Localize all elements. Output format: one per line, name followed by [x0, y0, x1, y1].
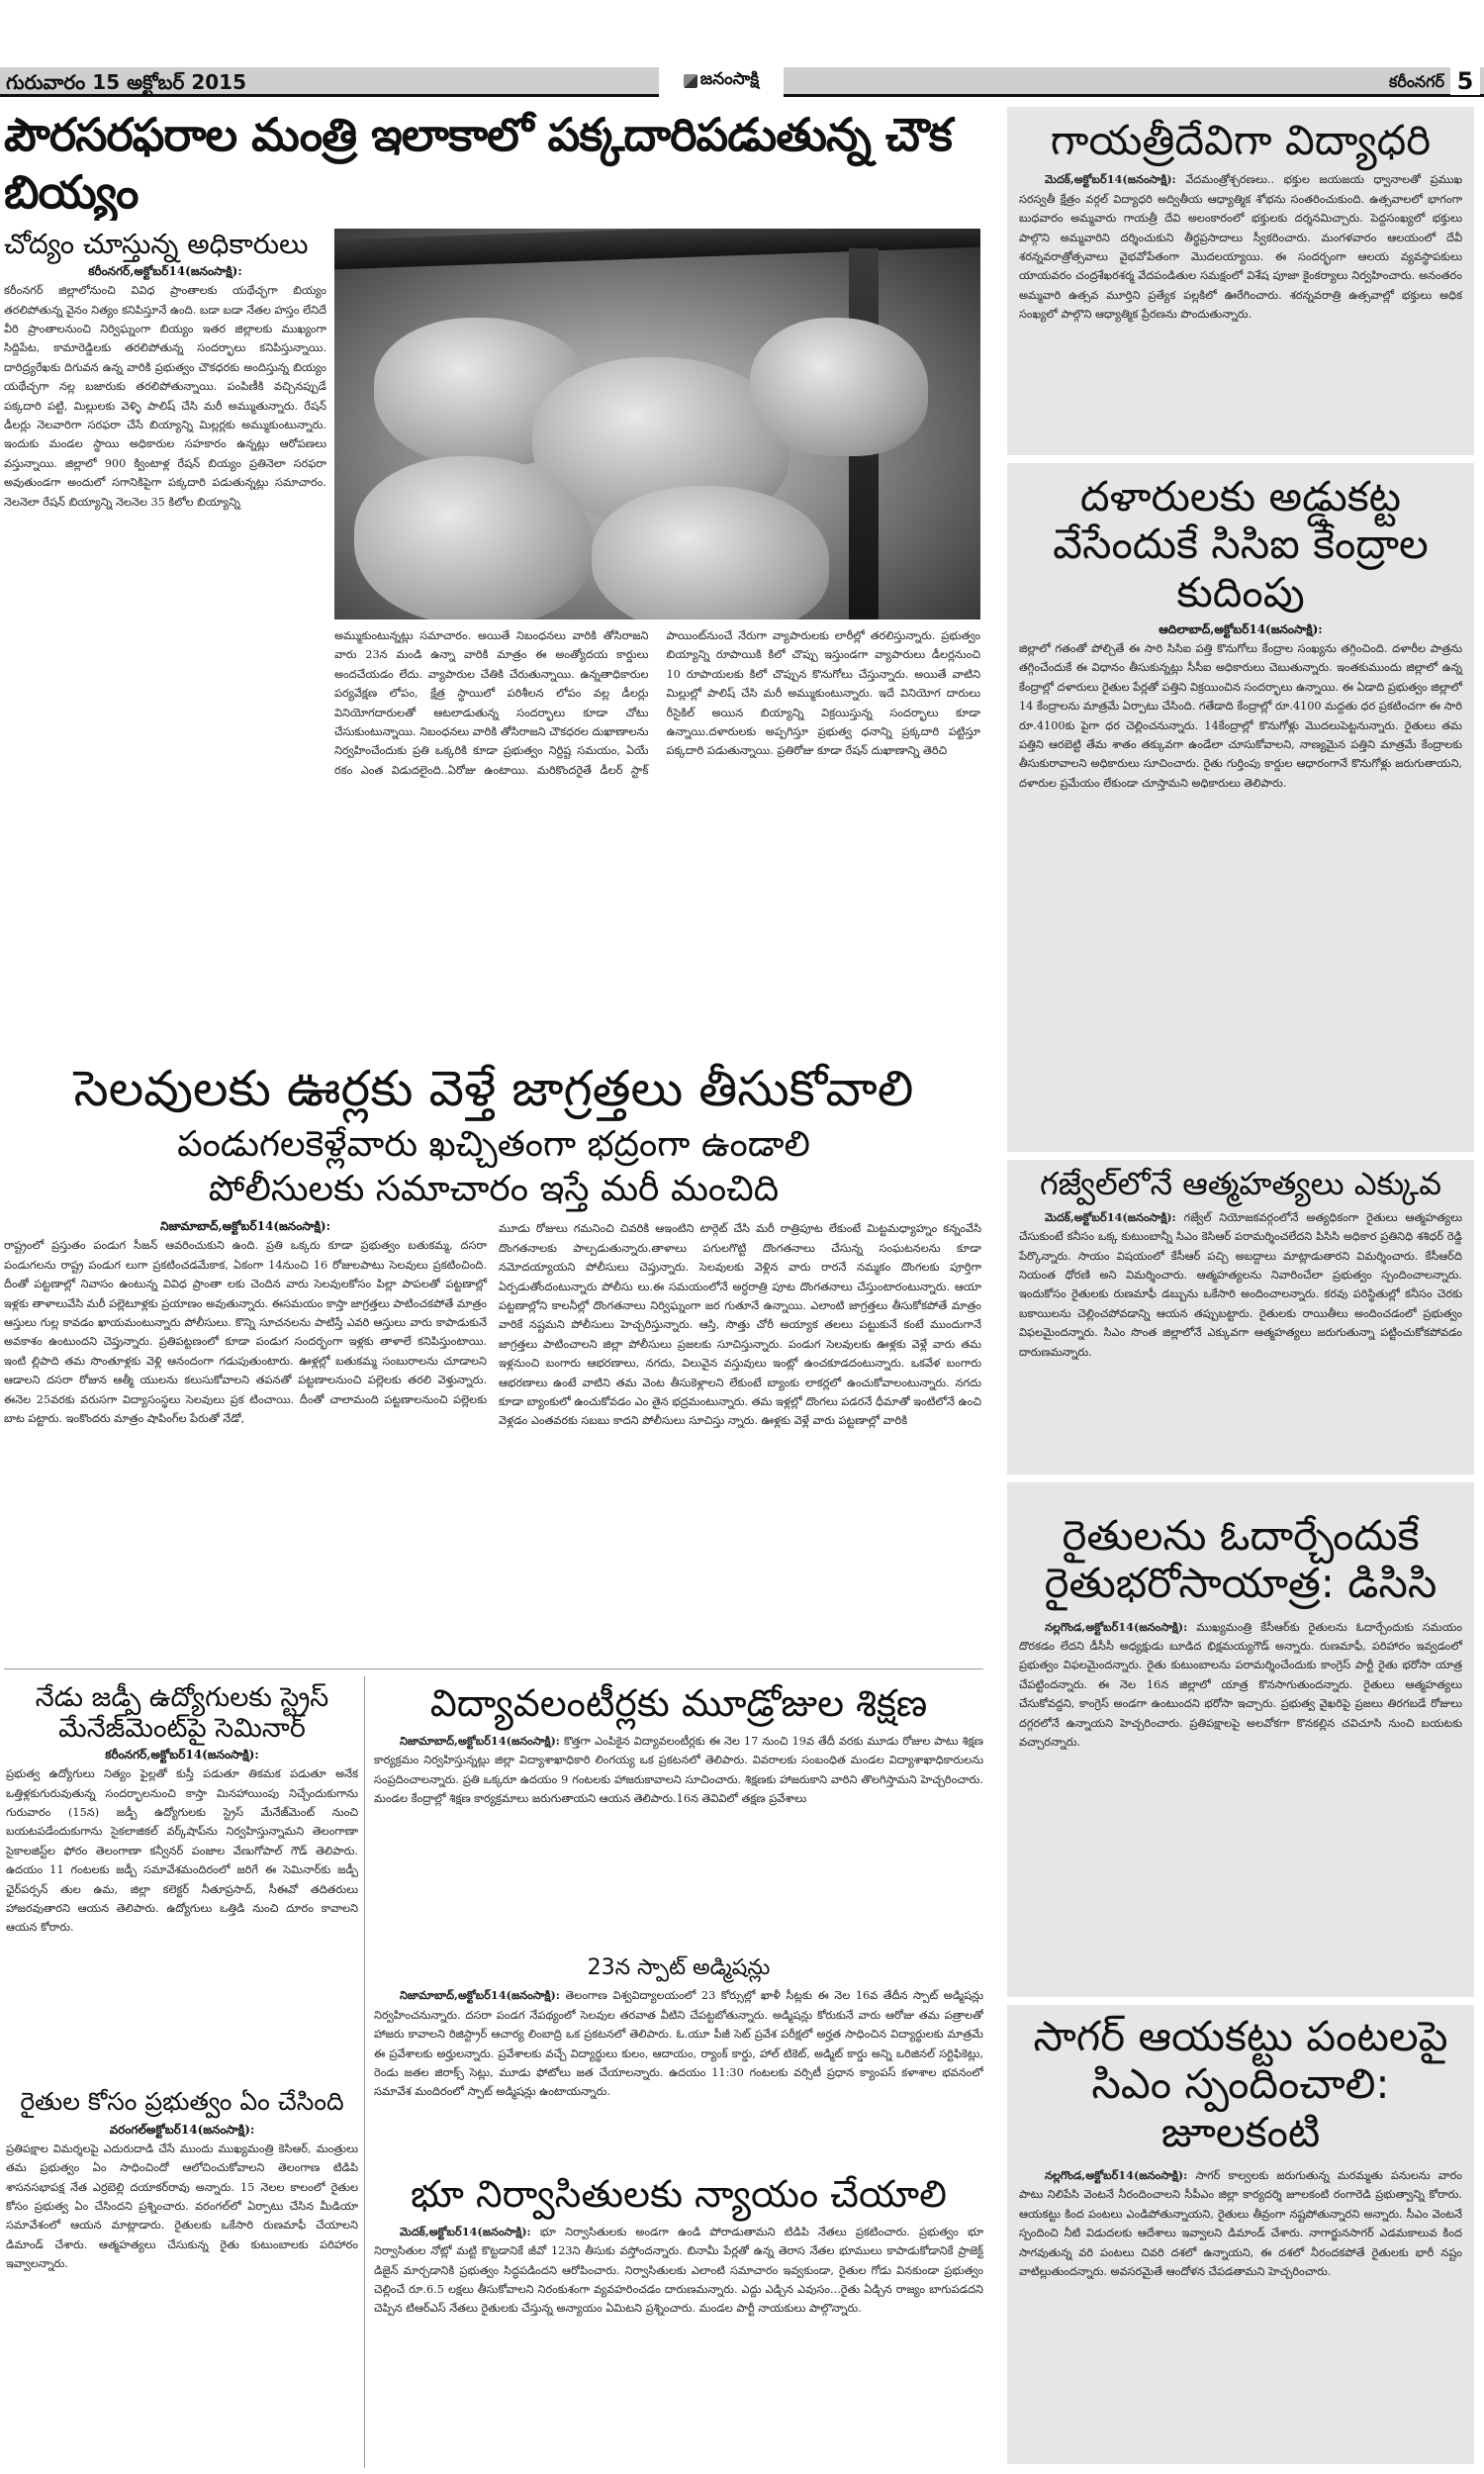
lead-headline: పౌరసరఫరాల మంత్రి ఇలాకాలో పక్కదారిపడుతున్న చౌక బియ్యం — [4, 108, 952, 219]
land-dateline: మెదక్,అక్టోబర్14(జనంసాక్షి): — [400, 2224, 531, 2238]
admission-story — [374, 1955, 983, 2167]
zp-story — [6, 1682, 358, 2078]
sagar-body — [1019, 2166, 1462, 2281]
sagar-text: సాగర్ కాల్వలకు జరుగుతున్న మరమ్మతు పనులను వారం పాటు నిలిపేసి వెంటనే నీరందించాలని సీపీఎం జిల్లా కార్యదర్శి జూలకంటి రంగారెడి ప్రభుత్వాన్ని కోరారు. ఆయకట్టు కింద పంటలు ఎండిపోతున్నాయని, రైతులు తీవ్రంగా నష్టపోతున్నారని అన్నారు. సీఎం వెంటనే స్పందించి నీటి విడుదలకు ఆదేశాలు ఇవ్వాలని డిమాండ్ చేశారు. నాగార్జునసాగర్ ఎడమకాలువ కింద సాగవుతున్న వరి పంటలు చివరి దశలో ఉన్నాయని, ఈ దశలో నీరందకపోతే రైతులకు భారీ నష్టం వాటిల్లుతుందన్నారు. అవసరమైతే ఆందోళన చేపడతామని హెచ్చరించారు. — [1019, 2168, 1462, 2278]
photo-plank — [334, 229, 980, 269]
raithu-text: ముఖ్యమంత్రి కేసీఆర్‌కు రైతులను ఓదార్చేందుకు సమయం దొరకడం లేదని డీసీసీ అధ్యక్షుడు బూడిద భిక్షమయ్యగౌడ్ అన్నారు. రుణమాఫీ, పరిహారం ఇవ్వడంలో ప్రభుత్వం విఫలమైందన్నారు. రైతు కుటుంబాలను పరామర్శించేందుకు కాంగ్రెస్ పార్టీ రైతు భరోసా యాత్ర చేపట్టిందన్నారు. ఈ నెల 16న జిల్లాలో యాత్ర కొనసాగుతుందన్నారు. రైతులు ఆత్మహత్యలు చేసుకోవద్దని, కాంగ్రెస్ అండగా ఉంటుందని భరోసా ఇచ్చారు. ప్రభుత్వ వైఖరిపై ప్రజలు తిరగబడే రోజులు దగ్గరలోనే ఉన్నాయని హెచ్చరించారు. ప్రతిపక్షాలపై అలవోకగా కొనకల్లిన చవిచూసి నుంచి బయటకు వచ్చారన్నారు. — [1019, 1620, 1463, 1750]
volunteer-headline: విద్యావలంటీర్లకు మూడ్రోజుల శిక్షణ — [429, 1682, 928, 1725]
gajwel-text: గజ్వేల్ నియోజకవర్గంలోనే అత్యధికంగా రైతులు ఆత్మహత్యలు చేసుకుంటే కనీసం ఒక్క కుటుంబాన్నీ సిఎం కెసిఆర్ పరామర్శించలేదని పిసిసి అధికార ప్రతినిధి శశిధర్ రెడ్డి పేర్కొన్నారు. సాయం విషయంలో కేసీఆర్ పచ్చి అబద్దాలు మాట్లాడుతారని విమర్శించారు. కేసీఆర్‌ది నియంత ధోరణి అని విమర్శించారు. ఆత్మహత్యలను నివారించేలా ప్రభుత్వం స్పందించాలన్నారు. ఇందుకోసం రైతులకు రుణమాఫీ డబ్బును ఒకేసారి అందించాలన్నారు. కరవు పరిస్థితుల్లో కనీసం చెరకు బకాయిలను చెల్లించపోవడాన్ని ఆయన తప్పుబట్టారు. రైతులకు రాయితీలు అందించడంలో ప్రభుత్వం విఫలమైందన్నారు. సిఎం సొంత జిల్లాలోనే ఎక్కువగా ఆత్మహత్యలు జరుగుతున్నా పట్టించుకోకపోవడం దారుణమన్నారు. — [1019, 1210, 1462, 1359]
raithu-dateline: నల్లగొండ,అక్టోబర్14(జనంసాక్షి): — [1045, 1619, 1188, 1634]
govt-body: ప్రతిపక్షాల విమర్శలపై ఎదురుదాడి చేసే ముందు ముఖ్యమంత్రి కెసిఆర్, మంత్రులు తమ ప్రభుత్వం ఏం సాధించిందో ఆలోచించుకోవాలని తెలంగాణ టిడిపి శాసనసభాపక్ష నేత ఎర్రబెల్లి దయాకర్‌రావు అన్నారు. 15 నెలల కాలంలో రైతుల కోసం ప్రభుత్వ ఏం చేసిందని ప్రశ్నించారు. వరంగల్‌లో ఏర్పాటు చేసిన మీడియా సమావేశంలో ఆయన మాట్లాడారు. రైతులకు ఒకేసారి రుణమాఫీ చేయాలని డిమాండ్ చేశారు. ఆత్మహత్యలు చేసుకున్న రైతు కుటుంబాలకు పరిహారం ఇవ్వాలన్నారు. — [6, 2141, 358, 2271]
gajwel-headline: గజ్వేల్‌లోనే ఆత్మహత్యలు ఎక్కువ — [1040, 1165, 1441, 1202]
photo-sack — [750, 318, 928, 456]
land-body — [374, 2223, 983, 2319]
cci-dateline: ఆదిలాబాద్,అక్టోబర్14(జనంసాక్షి): — [1159, 621, 1323, 636]
sagar-box — [1007, 2005, 1474, 2464]
holiday-story-columns — [4, 1219, 983, 1430]
masthead — [0, 67, 1484, 97]
holiday-subheadline-2: పోలీసులకు సమాచారం ఇస్తే మరీ మంచిది — [208, 1168, 780, 1209]
volunteer-story — [374, 1682, 983, 1950]
raithu-box — [1007, 1482, 1474, 1997]
raithu-body — [1019, 1618, 1462, 1753]
page-number: 5 — [1450, 67, 1480, 95]
sagar-headline: సాగర్ ఆయకట్టు పంటలపై సిఎం స్పందించాలి: జూలకంటి — [1033, 2012, 1448, 2156]
rice-sacks-photo — [334, 229, 980, 619]
gayatri-dateline: మెదక్,అక్టోబర్14(జనంసాక్షి): — [1045, 172, 1176, 187]
raithu-headline: రైతులను ఓదార్చేందుకే రైతుభరోసాయాత్ర: డిసిసి — [1044, 1511, 1438, 1608]
lead-story-columns — [4, 229, 983, 780]
holiday-headline: సెలవులకు ఊర్లకు వెళ్తే జాగ్రత్తలు తీసుకోవాలి — [73, 1061, 914, 1117]
holiday-story-left — [4, 1219, 487, 1430]
gajwel-body — [1019, 1208, 1462, 1362]
lead-dateline: కరీంనగర్,అక్టోబర్14(జనంసాక్షి): — [88, 264, 242, 279]
admission-text: తెలంగాణ విశ్వవిద్యాలయంలో 23 కోర్సుల్లో ఖాళీ సీట్లకు ఈ నెల 16వ తేదీన స్పాట్ అడ్మిషన్లు నిర్వహించనున్నారు. దసరా పండగ నేపథ్యంలో సెలవుల తరవాత వీటిని చేపట్టబోతున్నారు. అడ్మిషన్లు కోరుకునే వారు ఆరోజు తమ పత్రాలతో హాజరు కావాలని రిజిస్ట్రార్ ఆచార్య లింబాద్రి ఒక ప్రకటనలో తెలిపారు. ఓ.యూ పీజీ సెట్ ప్రవేశ పరీక్షలో అర్హత సాధించిన విద్యార్థులకు మాత్రమే ఈ ప్రవేశాలకు అర్హులన్నారు. ప్రవేశాలకు వచ్చే విద్యార్థులు కులం, ఆదాయం, ర్యాంక్ కార్డు, హాల్ టికెట్, అడ్మిట్ కార్డు అన్ని ఒరిజినల్ సర్టిఫికెట్లు, రెండు జతల జిరాక్స్ సెట్లు, మూడు ఫోటోలు జత చేయాలన్నారు. ఉదయం 11:30 గంటలకు వర్సిటీ ప్రధాన క్యాంపస్ కళాశాల భవనంలో సమావేశ మందిరంలో స్పాట్ అడ్మిషన్లు ఉంటాయన్నారు. — [374, 1989, 983, 2099]
gayatri-box — [1007, 107, 1474, 455]
edition-name: కరీంనగర్ — [1388, 72, 1444, 91]
zp-headline: నేడు జడ్పీ ఉద్యోగులకు స్ట్రెస్ మేనేజ్‌మెంట్‌పై సెమినార్ — [35, 1682, 329, 1745]
gayatri-text: వేదమంత్రోశ్చరణలు.. భక్తుల జయజయ ధ్వానాలతో ప్రముఖ సరస్వతీ క్షేత్రం వర్గల్ విద్యాధరి అద్వితీయ ఆధ్యాత్మిక శోభను సంతరించుకుంది. ఉత్సవాలలో భాగంగా బుధవారం అమ్మవారు గాయత్రీ దేవి అలంకారంలో భక్తులకు దర్శనమిచ్చారు. పెద్దసంఖ్యలో భక్తులు పాల్గొని అమ్మవారిని దర్శించుకుని తీర్థప్రసాదాలు స్వీకరించారు. మంగళవారం ఆలయంలో దేవీ శరన్నవరాత్రోత్సవాలు వైభవోపేతంగా మొదలయ్యాయి. ఈ సందర్భంగా ఆలయ వ్యవస్థాపకులు యాయవరం చంద్రశేఖరశర్మ వేదపండితుల సమక్షంలో విశేష పూజా కైంకర్యాలు నిర్వహించారు. అనంతరం అమ్మవారి ఉత్సవ మూర్తిని ప్రత్యేక పల్లకిలో ఊరేగించారు. శరన్నవరాత్రి ఉత్సవాల్లో భక్తులు అధిక సంఖ్యలో పాల్గొని ఆధ్యాత్మిక ప్రేరణను పొందుతున్నారు. — [1019, 173, 1462, 322]
cci-body: జిల్లాలో గతంతో పోల్చితే ఈ సారి సిసిఐ పత్తి కొనుగోలు కేంద్రాల సంఖ్యను తగ్గించింది. దళారీల పాత్రను తగ్గించేందుకే ఈ విధానం తీసుకున్నట్లు సీసీఐ అధికారులు చెబుతున్నారు. ఇంతకుముందు జిల్లాలో ఉన్న కేంద్రాల్లో దళారులు రైతుల పేర్లతో పత్తిని విక్రయించిన సందర్భాలు ఉన్నాయి. ఈ ఏడాది ప్రభుత్వం జిల్లాలో 14 కేంద్రాలను మాత్రమే ఏర్పాటు చేసింది. గతేడాది కేంద్రాల్లో రూ.4100 మద్దతు ధర ప్రకటించగా ఈ సారి రూ.4100కు పైగా ధర చెల్లించనున్నారు. 14కేంద్రాల్లో కొనుగోళ్లు మొదలుపెట్టనున్నారు. రైతులు తమ పత్తిని ఆరబెట్టి తేమ శాతం తక్కువగా ఉండేలా చూసుకోవాలని, నాణ్యమైన పత్తిని మాత్రమే కేంద్రాలకు తీసుకురావాలని అధికారులు సూచించారు. రైతు గుర్తింపు కార్డుల ఆధారంగానే కొనుగోళ్లు జరుగుతాయని, దళారుల ప్రమేయం లేకుండా చూస్తామని అధికారులు తెలిపారు. — [1019, 641, 1462, 790]
govt-headline: రైతుల కోసం ప్రభుత్వం ఏం చేసింది — [20, 2088, 344, 2116]
logo-icon — [684, 74, 697, 88]
cci-headline: దళారులకు అడ్డుకట్ట వేసేందుకే సిసిఐ కేంద్రాల కుదింపు — [1053, 472, 1429, 617]
lead-story-left — [4, 229, 326, 780]
gajwel-box — [1007, 1160, 1474, 1475]
cci-box — [1007, 463, 1474, 1152]
gayatri-body — [1019, 170, 1462, 324]
logo-text: జనంసాక్షి — [699, 69, 760, 89]
lead-story — [4, 107, 983, 1057]
volunteer-text: కొత్తగా ఎంపికైన విద్యావలంటీర్లకు ఈ నెల 17 నుంచి 19వ తేదీ వరకు మూడు రోజుల పాటు శిక్షణ కార్యక్రమం నిర్వహిస్తున్నట్లు జిల్లా విద్యాశాఖాధికారి లింగయ్య ఒక ప్రకటనలో తెలిపారు. వివరాలకు సంబంధిత మండల విద్యాశాఖాధికారులను సంప్రదించాలన్నారు. ప్రతి ఒక్కరూ ఉదయం 9 గంటలకు హాజరుకావాలని సూచించారు. శిక్షణకు హాజరుకాని వారిని తొలగిస్తామని హెచ్చరించారు. మండల కేంద్రాల్లో శిక్షణ కార్యక్రమాలు జరుగుతాయని ఆయన తెలిపారు.16న తెవివిలో తక్షణ ప్రవేశాలు — [374, 1734, 983, 1805]
lead-subheadline: చోద్యం చూస్తున్న అధికారులు — [4, 228, 309, 260]
gayatri-headline: గాయత్రీదేవిగా విద్యాధరి — [1050, 116, 1432, 164]
holiday-body-left: రాష్ట్రంలో ప్రస్తుతం పండుగ సీజన్ ఆవరించుకుని ఉంది. ప్రతి ఒక్కరు కూడా ప్రభుత్వం బతుకమ్మ, దసరా పండుగలను రాష్ట్ర పండుగ లుగా ప్రకటించడమేకాక, ఏకంగా 14నుంచి 16 రోజులపాటు సెలవులు ప్రకటించింది. దీంతో పట్టణాల్లో నివాసం ఉంటున్న వివిధ ప్రాంతా లకు చెందిన వారు సెలవులకోసం పిల్లా పాపలతో పట్టణాల్లో ఇళ్లకు తాళాలువేసి మరీ పల్లెటూళ్లకు ప్రయాణం అవుతున్నారు. ఈసమయం కాస్తా జాగ్రత్తలు పాటించకపోతే మాత్రం ఆస్తులు గుల్ల కావడం ఖాయమంటున్నారు పోలీసులు. కొన్ని సూచనలను పాటిస్తే ఎవరి ఆస్తులు వారు కాపాడుకునే అవకాశం ఉంటుందని చెప్తున్నారు. ప్రతిపట్టణంలో కూడా పండుగ సందర్భంగా ఇళ్లకు తాళాలే కనిపిస్తుంటాయి. ఇంటి ల్లిపాది తమ సొంతూళ్లకు వెళ్లి ఆనందంగా గడుపుతుంటారు. ఊళ్లల్లో బతుకమ్మ సంబురాలను చూడాలని ఆడాలని దసరా రోజున ఆత్మీ యులను కలుసుకోవాలని తపనతో పట్టణాలనుంచి పల్లెలకు తరలి వెళ్తున్నారు. ఈనెల 25వరకు వరుసగా విద్యాసంస్థలు సెలవులు ప్రక టించాయి. దీంతో చాలామంది పట్టణాలనుంచి పల్లెలకు బాట పట్టారు. ఇంకొందరు మాత్రం షాపింగ్‌ల పేరుతో నేడో, — [4, 1239, 487, 1425]
issue-date: గురువారం 15 అక్టోబర్ 2015 — [6, 70, 247, 94]
zp-dateline: కరీంనగర్,అక్టోబర్14(జనంసాక్షి): — [105, 1748, 259, 1762]
gajwel-dateline: మెదక్,అక్టోబర్14(జనంసాక్షి): — [1045, 1209, 1176, 1224]
holiday-body-right: మూడు రోజులు గమనించి చివరికి ఆఇంటిని టార్గెట్ చేసి మరీ రాత్రిపూట లేకుంటే మిట్టమధ్యాహ్నం కన్నంవేసి దొంగతనాలకు పాల్పడుతున్నారు.తాళాలు పగులగొట్టి దొంగతనాలు చేసున్న సంఘటనలను కూడా నమోదయ్యాయని పోలీసులు చెప్తున్నారు. సెలవులకు వెళ్లిన వారు రారనే నమ్మకం దొంగలకు పూర్తిగా ఏర్పడుతోందంటున్నారు పోలీసు లు.ఈ సమయంలోనే అర్ధరాత్రి పూట దొంగతనాలు చేస్తుంటారంటున్నారు. ఆయా పట్టణాల్లోని కాలనీల్లో దొంగతనాలు నిర్విఘ్నంగా జర గుతూనే ఉన్నాయి. ఎలాంటి జాగ్రత్తలు తీసుకోకపోతే మాత్రం వారికే నష్టమని పోలీసులు హెచ్చరిస్తున్నారు. ఆస్తి, సొత్తు చోరీ అయ్యాక తలలు పట్టుకునే కంటే ముందుగానే జాగ్రత్తలు పాటించాలని జిల్లా పోలీసులు ప్రజలకు సూచిస్తున్నారు. పండుగ సెలవులకు ఊళ్లకు వెళ్లే వారు తమ ఇళ్లనుంచి బంగారు ఆభరణాలు, నగదు, విలువైన వస్తువులు ఇంట్లో ఉంచకూడదంటున్నారు. ఒకవేళ బంగారు ఆభరణాలు ఉంటే వాటిని తమ వెంట తీసుకెళ్లాలని లేకుంటే బ్యాంకు లాకర్లలో ఉంచుకోవాలంటున్నారు. నగదు కూడా బ్యాంకులో ఉంచుకోవడం ఎం తైన భద్రమంటున్నారు. తమ ఇళ్లల్లో దొంగలు పడరనే ధీమాతో ఇంటిలోనే ఉంచి వెళ్లడం ఎంతవరకు సబబు కాదని పోలీసులు సూచిస్తు న్నారు. ఊళ్లకు వెళ్లే వారు పట్టణాల్లో వారికి — [499, 1222, 981, 1428]
lead-body-left: కరీంనగర్ జిల్లాలోనుంచి వివిధ ప్రాంతాలకు యథేచ్ఛగా బియ్యం తరలిపోతున్న వైనం నిత్యం కనిపిస్తూనే ఉంది. బడా బడా నేతల హస్తం లేనిదే వీరి ప్రాంతాలనుంచి నిర్విఘ్నంగా బియ్యం ఇతర జిల్లాలకు ముఖ్యంగా సిద్దిపేట, కామారెడ్డిలకు తరలిపోతున్న సందర్భాలు కనిపిస్తున్నాయి. దారిద్ర్యరేఖకు దిగువన ఉన్న వారికి ప్రభుత్వం చౌకధరకు అందిస్తున్న బియ్యం యథేచ్ఛగా నల్ల బజారుకు తరలిపోతున్నాయి. పంపిణీకి వచ్చినప్పుడే పక్కదారి పట్టి, మిల్లులకు వెళ్ళి పాలిష్ చేసి మరీ అమ్ముతున్నారు. రేషన్ డీలర్లు నెలవారిగా సరఫరా చేసే బియ్యాన్ని మిల్లర్లకు అమ్ముకుంటున్నారు. ఇందుకు మండల స్థాయి అధికారుల సహకారం ఉన్నట్లు ఆరోపణలు వస్తున్నాయి. జిల్లాలో 900 క్వింటాళ్ల రేషన్ బియ్యం ప్రతినెలా సరఫరా అవుతుండగా అందులో సగానికిపైగా పక్కదారి పడుతున్నట్లు సమాచారం. నెలనెలా రేషన్ బియ్యాన్ని నెలనెల 35 కిలోల బియ్యాన్ని — [4, 284, 326, 509]
land-headline: భూ నిర్వాసితులకు న్యాయం చేయాలి — [411, 2173, 947, 2216]
volunteer-dateline: నిజామాబాద్,అక్టోబర్14(జనంసాక్షి): — [400, 1733, 560, 1748]
lead-story-right — [334, 229, 980, 780]
land-text: భూ నిర్వాసితులకు అండగా ఉండి పోరాడుతామని టిడిపి నేతలు ప్రకటించారు. ప్రభుత్వం భూ నిర్వాసితుల నోట్లో మట్టి కొట్టడానికే జీవో 123ని తీసుకు వస్తోందన్నారు. బినామీ పేర్లతో ఉన్న తెరాస నేతల భూములు కాపాడుకోడానికే ప్రాజెక్ట్ డిజైన్ మార్చడానికి ప్రభుత్వం సిద్ధపడిందని ఆరోపించారు. నిర్వాసితులకు ఎలాంటి సమాచారం ఇవ్వకుండా, రైతుల గోడు వినకుండా ప్రభుత్వం చెల్లించే రూ.6.5 లక్షలు తీసుకోవాలని నిరంకుశంగా వ్యవహరించడం దారుణమన్నారు. ఎద్దు ఎడ్చిన ఎవుసం...రైతు ఏడ్చిన రాజ్యం బాగుపడదని చెప్పిన టిఆర్ఎస్ నేతలు రైతులకు చేస్తున్న అన్యాయం ఏమిటని ప్రశ్నించారు. మండల పార్టీ నాయకులు పాల్గొన్నారు. — [374, 2225, 983, 2316]
sagar-dateline: నల్లగొండ,అక్టోబర్14(జనంసాక్షి): — [1045, 2167, 1188, 2182]
holiday-story — [4, 1061, 983, 1665]
zp-body: ప్రభుత్వ ఉద్యోగులు నిత్యం ఫైల్లతో కుస్తీ పడుతూ తికమక పడుతూ అనేక ఒత్తిళ్లకుగురువుతున్న సందర్భాలనుంచి కాస్తా మినహాయింపు నిచ్చేందుకుగాను గురువారం (15న) జడ్పీ ఉద్యోగులకు స్ట్రెస్ మేనేజ్‌మెంట్ నుంచి బయటపడేందుకుగాను సైకలాజికల్ వర్క్‌షాప్‌ను నిర్వహిస్తున్నామని తెలంగాణా సైకాలజిస్ట్‌ల ఫోరం తెలంగాణా కన్వీనర్ పంజాల వేణుగోపాల్ గౌడ్ తెలిపారు. ఉదయం 11 గంటలకు జడ్పీ సమావేశమందిరంలో జరిగే ఈ సెమినార్‌కు జడ్పీ ఛైర్‌పర్సన్ తుల ఉమ, జిల్లా కలెక్టర్ నీతూప్రసాద్, సీఈవో తదితరులు హాజరవుతారని ఆయన తెలిపారు. ఉద్యోగులు ఒత్తిడి నుంచి దూరం కావాలని ఆయన కోరారు. — [6, 1767, 358, 1935]
admission-headline: 23న స్పాట్ అడ్మిషన్లు — [587, 1955, 771, 1980]
photo-sack — [354, 456, 592, 619]
admission-body — [374, 1986, 983, 2101]
section-divider — [4, 1668, 983, 1669]
govt-dateline: వరంగల్‌అక్టోబర్14(జనంసాక్షి): — [109, 2122, 255, 2137]
holiday-subheadline-1: పండుగలకెళ్లేవారు ఖచ్చితంగా భద్రంగా ఉండాలి — [177, 1123, 810, 1165]
column-divider — [364, 1676, 365, 2468]
newspaper-logo[interactable] — [659, 65, 784, 97]
govt-story — [6, 2088, 358, 2469]
photo-sack — [592, 486, 829, 619]
lead-body-right: అమ్ముకుంటున్నట్లు సమాచారం. అయితే నిబంధనలు వారికి తోసిరాజని వారు 23న మండి ఉన్నా వారికి మాత్రం ఈ అంత్యోదయ కార్డులు అందచేయడం లేదు. వ్యాపారుల చేతికి చేరుతున్నాయి. ఉన్నతాధికారుల పర్యవేక్షణ లోపం, క్షేత్ర స్థాయిలో పరిశీలన లోపం వల్ల డీలర్లు వినియోగదారులతో ఆటలాడుతున్న సందర్భాలు కూడా చోటు చేసుకుంటున్నాయి. నిబంధనలు వారికి తోసిరాజని చౌకధరల దుఖాణాలను నిర్వహించేందుకు ప్రతి ఒక్కరికి కూడా ప్రభుత్వం నిర్దిష్ట సమయం, ఏయే రకం ఎంత విడుదలైంది..ఏరోజు ఉంటాయి. మరికొందరైతే డీలర్ స్టాక్ పాయింట్‌నుంచే నేరుగా వ్యాపారులకు లారీల్లో తరలిస్తున్నారు. ప్రభుత్వం బియ్యాన్ని రూపాయికి కిలో చొప్పు ఇస్తుండగా వ్యాపారులు డీలర్లనుంచి 10 రూపాయలకు కిలో చొప్పున కొనుగోలు చేస్తున్నారు. అయితే వాటిని మిల్లుల్లో పాలిష్ చేసి మరీ అమ్ముకుంటున్నారు. ఇదే వినియోగ దారులు రీసైకిల్ అయిన బియ్యాన్ని విక్రయిస్తున్న సందర్భాలు కూడా ఉన్నాయి.దళారులకు అప్పగిస్తూ ప్రభుత్వ ధనాన్ని ప్రక్కదారి పట్టిస్తూ పక్కదారి పడుతున్నాయి. ప్రతిరోజు కూడా రేషన్ దుఖాణాన్ని తెరిచి — [334, 629, 980, 777]
land-story — [374, 2173, 983, 2468]
volunteer-body — [374, 1732, 983, 1809]
holiday-dateline: నిజామాబాద్,అక్టోబర్14(జనంసాక్షి): — [159, 1219, 331, 1234]
admission-dateline: నిజామాబాద్,అక్టోబర్14(జనంసాక్షి): — [400, 1988, 560, 2003]
